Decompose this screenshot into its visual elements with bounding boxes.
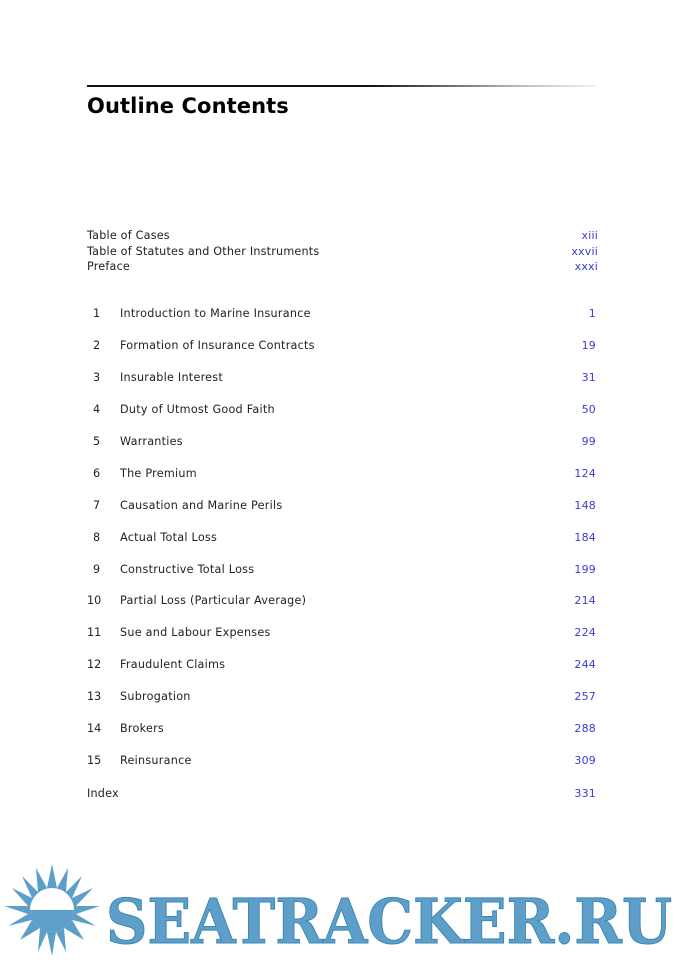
chapter-number: 1 (93, 307, 101, 321)
chapter-row (87, 681, 598, 713)
chapter-number: 13 (87, 690, 102, 704)
front-matter-item (87, 244, 598, 260)
chapter-number: 6 (93, 466, 101, 480)
chapter-number: 10 (87, 594, 102, 608)
chapter-number: 9 (93, 562, 101, 576)
page-number-link[interactable]: 244 (574, 658, 596, 672)
page-number-link[interactable]: 257 (574, 690, 596, 704)
chapter-number: 7 (93, 498, 101, 512)
chapter-title: Brokers (120, 722, 165, 736)
chapter-title: Subrogation (120, 690, 191, 704)
chapter-row (87, 521, 598, 553)
chapter-number: 5 (93, 435, 101, 448)
chapter-row (87, 298, 598, 330)
chapter-title: Causation and Marine Perils (120, 498, 283, 512)
page-number-link[interactable]: 331 (574, 786, 596, 800)
chapter-number: 8 (93, 530, 101, 544)
sun-icon (4, 864, 100, 956)
front-matter-label: Table of Cases (87, 229, 170, 243)
chapter-title: Insurable Interest (120, 371, 224, 385)
page-number-link[interactable]: 309 (574, 753, 596, 767)
chapter-title: Constructive Total Loss (120, 562, 255, 576)
title-rule (87, 85, 597, 87)
page-number-link[interactable]: 19 (581, 339, 596, 353)
front-matter-item (87, 228, 598, 244)
chapter-row (87, 585, 598, 617)
page-number-link[interactable]: 1 (588, 307, 596, 321)
chapter-number: 11 (87, 626, 102, 640)
chapter-row (87, 426, 598, 458)
chapter-title: Sue and Labour Expenses (120, 626, 271, 640)
front-matter-list (87, 228, 598, 275)
index-label: Index (87, 786, 119, 800)
chapter-row (87, 330, 598, 362)
chapter-title: Reinsurance (120, 753, 192, 767)
chapter-title: Partial Loss (Particular Average) (120, 594, 307, 608)
chapter-row (87, 457, 598, 489)
page-number-link[interactable]: 214 (574, 594, 596, 608)
page-number-link[interactable]: 50 (581, 403, 596, 417)
chapter-title: Warranties (120, 435, 183, 448)
chapter-number: 3 (93, 371, 101, 385)
page-number-link[interactable]: 148 (574, 498, 596, 512)
chapter-number: 14 (87, 722, 102, 736)
chapter-number: 4 (93, 403, 101, 417)
page-number-link[interactable]: xxvii (571, 244, 598, 258)
chapter-number: 15 (87, 753, 102, 767)
page-number-link[interactable]: 199 (574, 562, 596, 576)
front-matter-label: Preface (87, 260, 131, 274)
chapter-row (87, 649, 598, 681)
index-entry (87, 784, 596, 802)
page-number-link[interactable]: 31 (581, 371, 596, 385)
page-title: Outline Contents (87, 94, 289, 118)
chapter-list (87, 298, 598, 776)
page-number-link[interactable]: 288 (574, 722, 596, 736)
chapter-row (87, 744, 598, 776)
chapter-title: Actual Total Loss (120, 530, 218, 544)
chapter-title: Duty of Utmost Good Faith (120, 403, 275, 417)
chapter-number: 2 (93, 339, 101, 353)
page-number-link[interactable]: 99 (581, 435, 596, 448)
chapter-title: The Premium (120, 466, 197, 480)
chapter-row (87, 713, 598, 745)
front-matter-item (87, 259, 598, 275)
chapter-row (87, 362, 598, 394)
chapter-row (87, 489, 598, 521)
chapter-row (87, 394, 598, 426)
page-number-link[interactable]: 224 (574, 626, 596, 640)
chapter-title: Introduction to Marine Insurance (120, 307, 311, 321)
seatracker-watermark (0, 858, 685, 968)
chapter-row (87, 617, 598, 649)
page-number-link[interactable]: 124 (574, 466, 596, 480)
chapter-number: 12 (87, 658, 102, 672)
page-number-link[interactable]: 184 (574, 530, 596, 544)
chapter-title: Fraudulent Claims (120, 658, 226, 672)
front-matter-label: Table of Statutes and Other Instruments (87, 244, 320, 258)
page-number-link[interactable]: xiii (581, 229, 598, 243)
watermark-text: SEATRACKER.RU (106, 885, 672, 958)
page-number-link[interactable]: xxxi (574, 260, 598, 274)
chapter-row (87, 553, 598, 585)
chapter-title: Formation of Insurance Contracts (120, 339, 315, 353)
